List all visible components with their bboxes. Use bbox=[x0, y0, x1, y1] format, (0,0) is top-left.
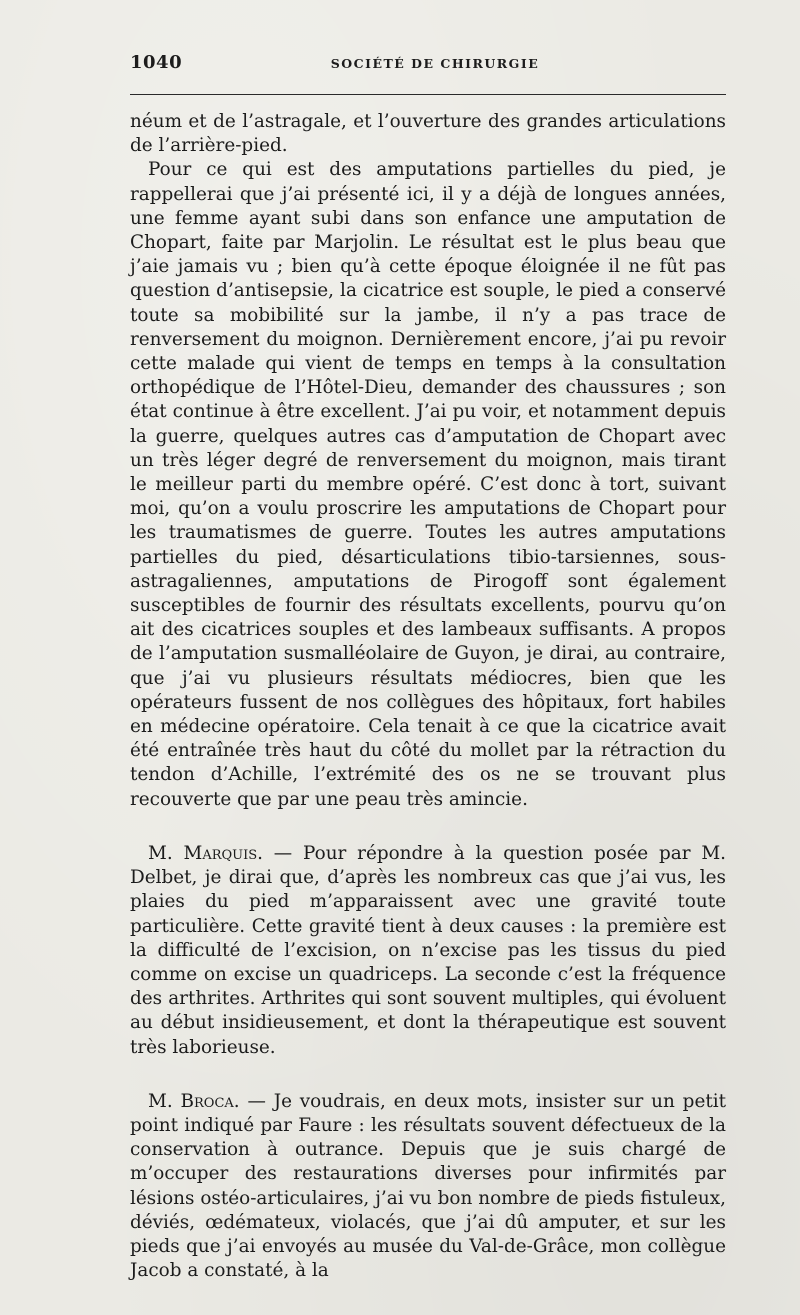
paragraph-continuation bbox=[130, 110, 726, 158]
body-text bbox=[130, 110, 726, 1283]
speaker-name: M. Marquis. bbox=[148, 842, 263, 864]
paragraph-amputations bbox=[130, 158, 726, 811]
paragraph-broca bbox=[130, 1090, 726, 1284]
page-header bbox=[130, 52, 726, 76]
speaker-name: M. Broca. bbox=[148, 1090, 240, 1112]
paragraph-marquis bbox=[130, 842, 726, 1060]
page-number: 1040 bbox=[130, 52, 183, 73]
paragraph-text: néum et de l’astragale, et l’ouverture des grandes articulations de l’arrière-pied. bbox=[130, 111, 726, 157]
paragraph-text: — Pour répondre à la question posée par M. Delbet, je dirai que, d’après les nombreux cas que j’ai vus, les plaies du pied m’apparaissent avec une gravité toute particulière. Cette gravité tient à deux causes : la première est la difficulté de l’excision, on n’excise pas les tissus du pied comme on excise un quadriceps. La seconde c’est la fréquence des arthrites. Arthrites qui sont souvent multiples, qui évoluent au début insidieusement, et dont la thérapeutique est souvent très laborieuse. bbox=[130, 842, 727, 1058]
paragraph-text: — Je voudrais, en deux mots, insister sur un petit point indiqué par Faure : les résultats souvent défectueux de la conservation à outrance. Depuis que je suis chargé de m’occuper des restaurations diverses pour infirmités par lésions ostéo-articulaires, j’ai vu bon nombre de pieds fistuleux, déviés, œdémateux, violacés, que j’ai dû amputer, et sur les pieds que j’ai envoyés au musée du Val-de-Grâce, mon collègue Jacob a constaté, à la bbox=[130, 1090, 726, 1282]
header-rule bbox=[130, 94, 726, 95]
paragraph-text: Pour ce qui est des amputations partielles du pied, je rappellerai que j’ai présenté ici, il y a déjà de longues années, une femme ayant subi dans son enfance une amputation de Chopart, faite par Marjolin. Le résultat est le plus beau que j’aie jamais vu ; bien qu’à cette époque éloignée il ne fût pas question d’antisepsie, la cicatrice est souple, le pied a conservé toute sa mobibilité sur la jambe, il n’y a pas trace de renversement du moignon. Dernièrement encore, j’ai pu revoir cette malade qui vient de temps en temps à la consultation orthopédique de l’Hôtel-Dieu, demander des chaussures ; son état continue à être excellent. J’ai pu voir, et notamment depuis la guerre, quelques autres cas d’amputation de Chopart avec un très léger degré de renversement du moignon, mais tirant le meilleur parti du membre opéré. C’est donc à tort, suivant moi, qu’on a voulu proscrire les amputations de Chopart pour les traumatismes de guerre. Toutes les autres amputations partielles du pied, désarticulations tibio-tarsiennes, sous-astragaliennes, amputations de Pirogoff sont également susceptibles de fournir des résultats excellents, pourvu qu’on ait des cicatrices souples et des lambeaux suffisants. A propos de l’amputation susmalléolaire de Guyon, je dirai, au contraire, que j’ai vu plusieurs résultats médiocres, bien que les opérateurs fussent de nos collègues des hôpitaux, fort habiles en médecine opératoire. Cela tenait à ce que la cicatrice avait été entraînée très haut du côté du mollet par la rétraction du tendon d’Achille, l’extrémité des os ne se trouvant plus recouverte que par une peau très amincie. bbox=[130, 159, 726, 810]
running-title: SOCIÉTÉ DE CHIRURGIE bbox=[330, 56, 540, 71]
